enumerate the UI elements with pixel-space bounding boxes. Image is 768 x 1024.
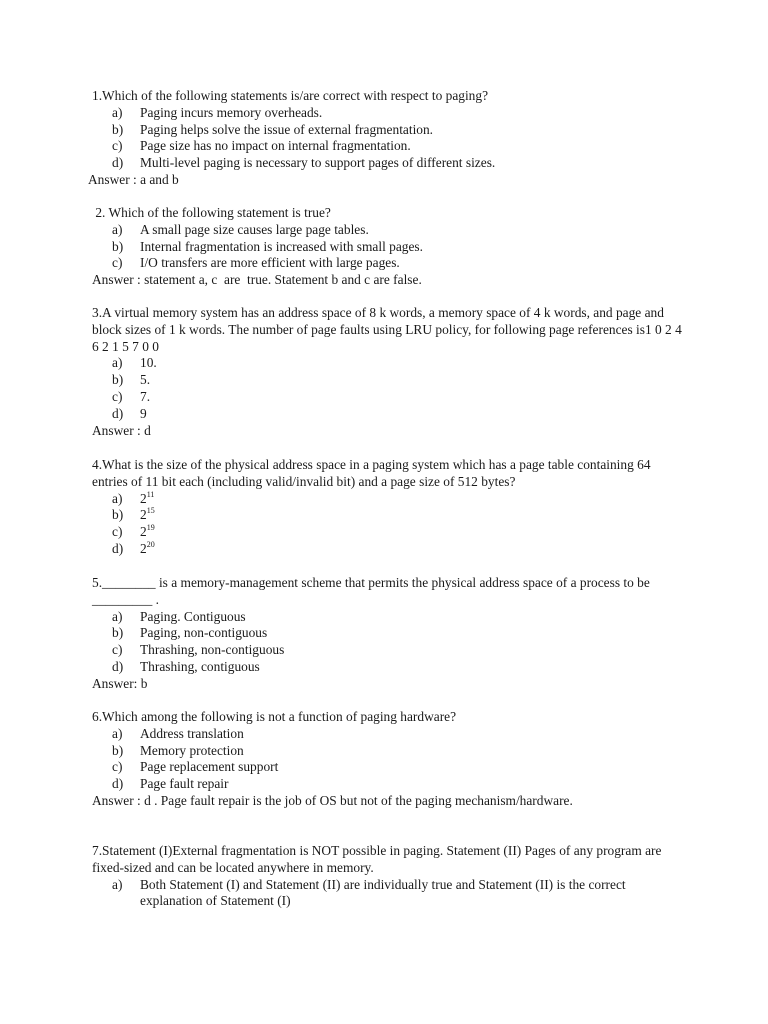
option-exponent: 19 <box>146 523 155 533</box>
option-text: Page size has no impact on internal fragmentation. <box>140 138 411 154</box>
option-a <box>92 222 692 239</box>
option-a <box>92 877 682 911</box>
option-b <box>92 507 682 524</box>
option-text: Memory protection <box>140 742 244 758</box>
option-c <box>92 138 692 155</box>
option-label: a) <box>112 608 123 624</box>
option-text: Address translation <box>140 725 244 741</box>
option-label: d) <box>112 540 124 556</box>
option-a <box>92 726 692 743</box>
option-label: c) <box>112 642 123 658</box>
option-label: c) <box>112 255 123 271</box>
option-b <box>92 372 682 389</box>
option-text: I/O transfers are more efficient with large pages. <box>140 255 400 271</box>
option-base: 2 <box>140 524 147 540</box>
option-b <box>92 239 692 256</box>
option-base: 2 <box>140 540 147 556</box>
option-d <box>92 776 692 793</box>
option-list <box>92 609 662 676</box>
option-label: b) <box>112 372 124 388</box>
option-b <box>92 625 662 642</box>
option-c <box>92 255 692 272</box>
option-label: b) <box>112 121 124 137</box>
option-text: Paging, non-contiguous <box>140 625 268 641</box>
option-text: 5. <box>140 372 151 388</box>
question-6 <box>92 709 692 810</box>
option-exponent: 20 <box>146 539 155 549</box>
option-label: d) <box>112 658 124 674</box>
option-label: a) <box>112 104 123 120</box>
option-label: a) <box>112 221 123 237</box>
option-list <box>92 355 682 422</box>
option-text: Page replacement support <box>140 759 279 775</box>
option-c <box>92 759 692 776</box>
option-b <box>92 122 692 139</box>
option-label: b) <box>112 238 124 254</box>
option-a <box>92 609 662 626</box>
option-a <box>92 355 682 372</box>
option-label: d) <box>112 155 124 171</box>
option-list <box>92 222 692 272</box>
question-text: 6.Which among the following is not a function of paging hardware? <box>92 709 457 724</box>
option-a <box>92 491 682 508</box>
question-text: 3.A virtual memory system has an address space of 8 k words, a memory space of 4 k words, and page and block sizes of 1 k words. The number of page faults using LRU policy, for following page references is1 0 2 4 6 2 1 5 7 0 0 <box>92 305 682 354</box>
option-exponent: 11 <box>146 489 155 499</box>
option-text: Both Statement (I) and Statement (II) are individually true and Statement (II) is the correct explanation of Statement (I) <box>140 876 626 909</box>
question-text: 2. Which of the following statement is true? <box>92 205 331 220</box>
option-list <box>92 105 692 172</box>
option-text: 7. <box>140 388 151 404</box>
option-list <box>92 726 692 793</box>
option-text: A small page size causes large page tables. <box>140 221 369 237</box>
option-label: b) <box>112 625 124 641</box>
option-c <box>92 389 682 406</box>
option-label: d) <box>112 405 124 421</box>
option-text: Internal fragmentation is increased with small pages. <box>140 238 423 254</box>
option-label: c) <box>112 759 123 775</box>
option-d <box>92 406 682 423</box>
option-c <box>92 642 662 659</box>
option-label: a) <box>112 355 123 371</box>
option-text: Thrashing, non-contiguous <box>140 642 285 658</box>
question-5 <box>92 575 662 693</box>
answer: Answer: b <box>92 675 148 691</box>
option-base: 2 <box>140 507 147 523</box>
option-b <box>92 743 692 760</box>
option-label: c) <box>112 388 123 404</box>
question-1 <box>88 88 692 189</box>
option-label: b) <box>112 507 124 523</box>
option-text: Paging. Contiguous <box>140 608 246 624</box>
question-3 <box>92 305 682 439</box>
question-text: 7.Statement (I)External fragmentation is NOT possible in paging. Statement (II) Pages of any program are fixed-sized and can be located anywhere in memory. <box>92 843 662 875</box>
option-list <box>92 877 682 911</box>
answer: Answer : d <box>92 422 151 438</box>
question-text: 5.________ is a memory-management scheme that permits the physical address space of a process to be _________ . <box>92 575 650 607</box>
answer: Answer : d . Page fault repair is the job of OS but not of the paging mechanism/hardware. <box>92 792 573 808</box>
question-text: 4.What is the size of the physical address space in a paging system which has a page table containing 64 entries of 11 bit each (including valid/invalid bit) and a page size of 512 bytes? <box>92 457 651 489</box>
option-text: Thrashing, contiguous <box>140 658 260 674</box>
option-exponent: 15 <box>146 506 155 516</box>
option-text: Paging helps solve the issue of external fragmentation. <box>140 121 434 137</box>
option-text: 9 <box>140 405 147 421</box>
option-label: c) <box>112 138 123 154</box>
question-2 <box>92 205 692 289</box>
question-4 <box>92 457 682 558</box>
option-base: 2 <box>140 490 147 506</box>
option-text: Page fault repair <box>140 776 229 792</box>
option-label: a) <box>112 490 123 506</box>
option-list <box>92 491 682 558</box>
question-7 <box>92 843 682 910</box>
question-text: 1.Which of the following statements is/are correct with respect to paging? <box>92 88 489 103</box>
option-text: Paging incurs memory overheads. <box>140 104 323 120</box>
answer: Answer : a and b <box>88 171 179 187</box>
option-label: a) <box>112 725 123 741</box>
answer: Answer : statement a, c are true. Statement b and c are false. <box>92 272 422 288</box>
option-label: d) <box>112 776 124 792</box>
option-label: c) <box>112 524 123 540</box>
option-label: a) <box>112 876 123 892</box>
option-d <box>92 155 692 172</box>
option-a <box>92 105 692 122</box>
option-text: 10. <box>140 355 157 371</box>
option-c <box>92 524 682 541</box>
option-d <box>92 541 682 558</box>
option-text: Multi-level paging is necessary to support pages of different sizes. <box>140 155 496 171</box>
option-label: b) <box>112 742 124 758</box>
option-d <box>92 659 662 676</box>
